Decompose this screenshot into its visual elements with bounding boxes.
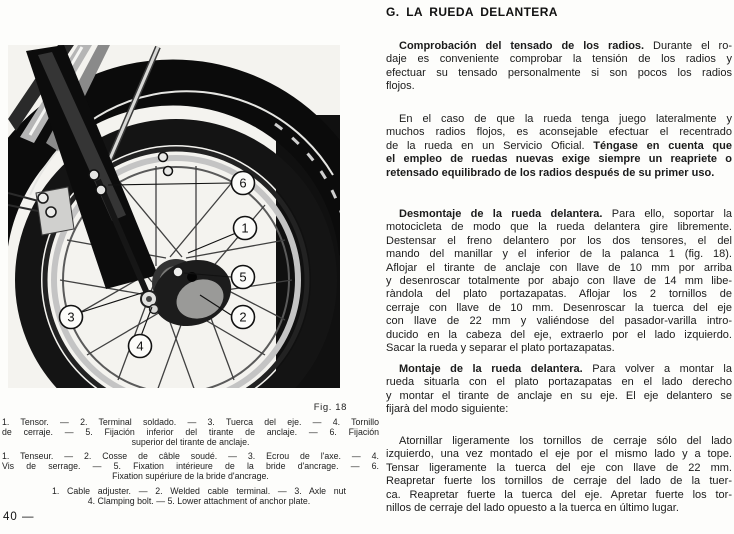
- text-line: fijarà del modo siguiente:: [386, 403, 509, 416]
- text-line: Fixation supériure de la bride d'ancrage.: [112, 471, 269, 482]
- text-line: Desmontaje de la rueda delantera. Para ello, soportar la: [399, 208, 732, 220]
- text-line: de la rueda en un Servicio Oficial. Téngase en cuenta que: [386, 139, 732, 152]
- text-line: de cerraje. — 5. Fijación inferior del tirante de anclaje. — 6. Fijación: [2, 427, 379, 438]
- section-heading: G. LA RUEDA DELANTERA: [386, 5, 558, 19]
- paragraph-wheel-recentering: [386, 113, 732, 180]
- callout-2: [232, 306, 255, 329]
- figure-legend-french: [2, 451, 379, 481]
- text-line: En el caso de que la rueda tenga juego lateralmente y: [399, 113, 732, 125]
- svg-text:4: 4: [136, 338, 144, 354]
- text-line: izquierdo, una vez montado el eje por el mismo lado y a tope.: [386, 448, 732, 461]
- svg-text:2: 2: [239, 309, 247, 325]
- text-line: y montar el tirante de anclaje en su eje. El eje delantero se: [386, 389, 732, 402]
- text-line: efectuar su tensado personalmente si son pocos los radios: [386, 66, 732, 79]
- svg-text:3: 3: [67, 309, 75, 325]
- strap-lower-bolt: [173, 267, 183, 277]
- text-line: ca. Reapretar fuerte la tuerca del eje. Apretar fuerte los tor-: [386, 488, 732, 501]
- text-line: mando del manillar y el inferior de la palanca 1 (fig. 18).: [386, 248, 732, 261]
- text-line: retensado equilibrado de los radios después de su primer uso.: [386, 166, 715, 179]
- text-line: Tensar ligeramente la tuerca del eje con llave de 22 mm.: [386, 461, 732, 474]
- text-line: Sacar la rueda y separar el plato portazapatas.: [386, 342, 615, 355]
- figure-caption: Fig. 18: [313, 402, 347, 413]
- text-line: y desenroscar totalmente por abajo con llave de 14 mm libe-: [386, 275, 732, 288]
- paragraph-wheel-removal: [386, 208, 732, 355]
- callout-5: [232, 266, 255, 289]
- text-line: ràndola del plato portazapatas. Aflojar los 2 tornillos de: [386, 288, 732, 301]
- text-line: Vis de serrage. — 5. Fixation intérieure de la bride d'ancrage. — 6.: [2, 461, 379, 472]
- text-line: 1. Cable adjuster. — 2. Welded cable terminal. — 3. Axle nut: [52, 486, 346, 496]
- figure-legend-spanish: [2, 417, 379, 447]
- svg-text:1: 1: [241, 220, 249, 236]
- text-line: ducido en la cabeza del eje, extraerlo por el lado izquierdo.: [386, 328, 732, 341]
- text-line: con llave de 22 mm y valiéndose del pasador-varilla intro-: [386, 315, 732, 328]
- text-line: el empleo de ruedas nuevas exige siempre un reapriete o: [386, 153, 732, 166]
- page-number: 40 —: [3, 511, 35, 523]
- wheel-photo-illustration: [8, 45, 340, 388]
- text-line: cerraje con llave de 10 mm. Desenroscar la tuerca del eje: [386, 301, 732, 314]
- front-wheel-photo: [8, 45, 340, 388]
- svg-text:6: 6: [239, 175, 247, 191]
- text-line: motocicleta de modo que la rueda delantera gire libremente.: [386, 221, 732, 234]
- callout-1: [234, 217, 257, 240]
- callout-3: [60, 306, 83, 329]
- text-line: 1. Tenseur. — 2. Cosse de câble soudé. — 3. Ecrou de l'axe. — 4.: [2, 451, 379, 461]
- text-line: Atornillar ligeramente los tornillos de cerraje sólo del lado: [399, 435, 732, 447]
- text-line: daje es conveniente comprobar la tensión de los radios y: [386, 53, 732, 66]
- text-line: Montaje de la rueda delantera. Para volver a montar la: [399, 363, 732, 375]
- callout-6: [232, 172, 255, 195]
- text-line: flojos.: [386, 80, 415, 93]
- text-line: muchos radios flojos, es aconsejable efectuar el recentrado: [386, 126, 732, 139]
- paragraph-spoke-tension-check: [386, 40, 732, 94]
- text-line: 1. Tensor. — 2. Terminal soldado. — 3. Tuerca del eje. — 4. Tornillo: [2, 417, 379, 427]
- paragraph-tightening-sequence: [386, 435, 732, 515]
- figure-legend-english: [52, 486, 346, 506]
- svg-text:5: 5: [239, 269, 247, 285]
- text-line: rueda situarla con el plato portazapatas en el lado derecho: [386, 376, 732, 389]
- text-line: nillos de cerraje del lado opuesto a la tuerca en último lugar.: [386, 502, 679, 515]
- text-line: Aflojar el tirante de anclaje con llave de 10 mm por arriba: [386, 261, 732, 274]
- text-line: Comprobación del tensado de los radios. Durante el ro-: [399, 40, 732, 52]
- text-line: Reapretar fuerte los tornillos de cerraje del lado de la tuer-: [386, 475, 732, 488]
- callout-4: [129, 335, 152, 358]
- paragraph-wheel-mounting: [386, 363, 732, 417]
- text-line: Destensar el freno delantero por los dos tensores, el del: [386, 234, 732, 247]
- text-line: superior del tirante de anclaje.: [131, 437, 250, 448]
- text-line: 4. Clamping bolt. — 5. Lower attachment of anchor plate.: [87, 496, 311, 507]
